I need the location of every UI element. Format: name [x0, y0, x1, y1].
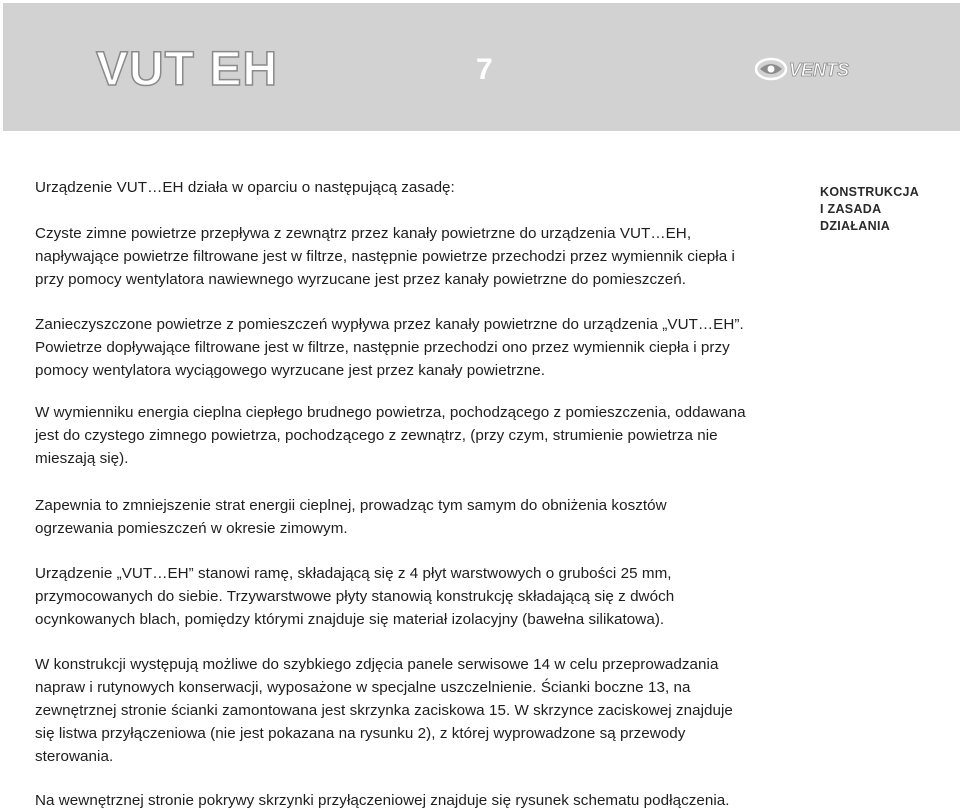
text-line: Powietrze dopływające filtrowane jest w filtrze, następnie przechodzi ono przez wymiennik ciepła i przy: [35, 339, 730, 356]
text-line: ogrzewania pomieszczeń w okresie zimowym.: [35, 520, 348, 537]
text-line: się listwa przyłączeniowa (nie jest pokazana na rysunku 2), z której wyprowadzone są przewody: [35, 725, 686, 742]
text-line: zewnętrznej stronie ścianki zamontowana jest skrzynka zaciskowa 15. W skrzynce zaciskowej znajduje: [35, 702, 733, 719]
section-label: [820, 184, 919, 235]
paragraph-wiring-diagram: [35, 789, 730, 812]
text-line: Na wewnętrznej stronie pokrywy skrzynki przyłączeniowej znajduje się rysunek schematu podłączenia.: [35, 792, 730, 809]
text-line: W wymienniku energia cieplna ciepłego brudnego powietrza, pochodzącego z pomieszczenia, oddawana: [35, 404, 746, 421]
document-title: VUT EH: [96, 43, 279, 96]
text-line: mieszają się).: [35, 450, 129, 467]
paragraph-frame-construction: [35, 562, 674, 631]
section-label-line: DZIAŁANIA: [820, 219, 891, 233]
section-label-line: I ZASADA: [820, 202, 882, 216]
text-line: Urządzenie VUT…EH działa w oparciu o następującą zasadę:: [35, 179, 455, 196]
text-line: przy pomocy wentylatora nawiewnego wyrzucane jest przez kanały powietrzne do pomieszczeń.: [35, 271, 687, 288]
paragraph-intro: [35, 176, 455, 199]
text-line: jest do czystego zimnego powietrza, pochodzącego z zewnątrz, (przy czym, strumienie powietrza nie: [35, 427, 718, 444]
logo-text: VENTS: [789, 60, 850, 80]
vents-logo: [755, 55, 875, 83]
text-line: Urządzenie „VUT…EH” stanowi ramę, składającą się z 4 płyt warstwowych o grubości 25 mm,: [35, 565, 672, 582]
paragraph-energy-savings: [35, 494, 667, 540]
text-line: przymocowanych do siebie. Trzywarstwowe płyty stanowią konstrukcję składającą się z dwóch: [35, 588, 675, 605]
paragraph-supply-air: [35, 222, 735, 291]
page-number: 7: [476, 53, 493, 86]
vents-logo-mark: [755, 55, 875, 83]
text-line: napływające powietrze filtrowane jest w filtrze, następnie powietrze przechodzi przez wymiennik ciepła i: [35, 248, 735, 265]
text-line: Zanieczyszczone powietrze z pomieszczeń wypływa przez kanały powietrzne do urządzenia „VUT…EH”.: [35, 316, 744, 333]
text-line: sterowania.: [35, 748, 114, 765]
paragraph-service-panels: [35, 653, 733, 768]
page-header: [3, 3, 960, 131]
paragraph-heat-exchange: [35, 401, 746, 470]
text-line: Zapewnia to zmniejszenie strat energii cieplnej, prowadząc tym samym do obniżenia kosztów: [35, 497, 667, 514]
text-line: W konstrukcji występują możliwe do szybkiego zdjęcia panele serwisowe 14 w celu przeprowadzania: [35, 656, 719, 673]
text-line: pomocy wentylatora wyciągowego wyrzucane jest przez kanały powietrzne.: [35, 362, 545, 379]
section-label-line: KONSTRUKCJA: [820, 185, 920, 199]
text-line: napraw i rutynowych konserwacji, wyposażone w specjalne uszczelnienie. Ścianki boczne 13, na: [35, 679, 691, 696]
text-line: Czyste zimne powietrze przepływa z zewnątrz przez kanały powietrzne do urządzenia VUT…EH,: [35, 225, 692, 242]
text-line: ocynkowanych blach, pomiędzy którymi znajduje się materiał izolacyjny (bawełna silikatowa).: [35, 611, 665, 628]
paragraph-exhaust-air: [35, 313, 744, 382]
